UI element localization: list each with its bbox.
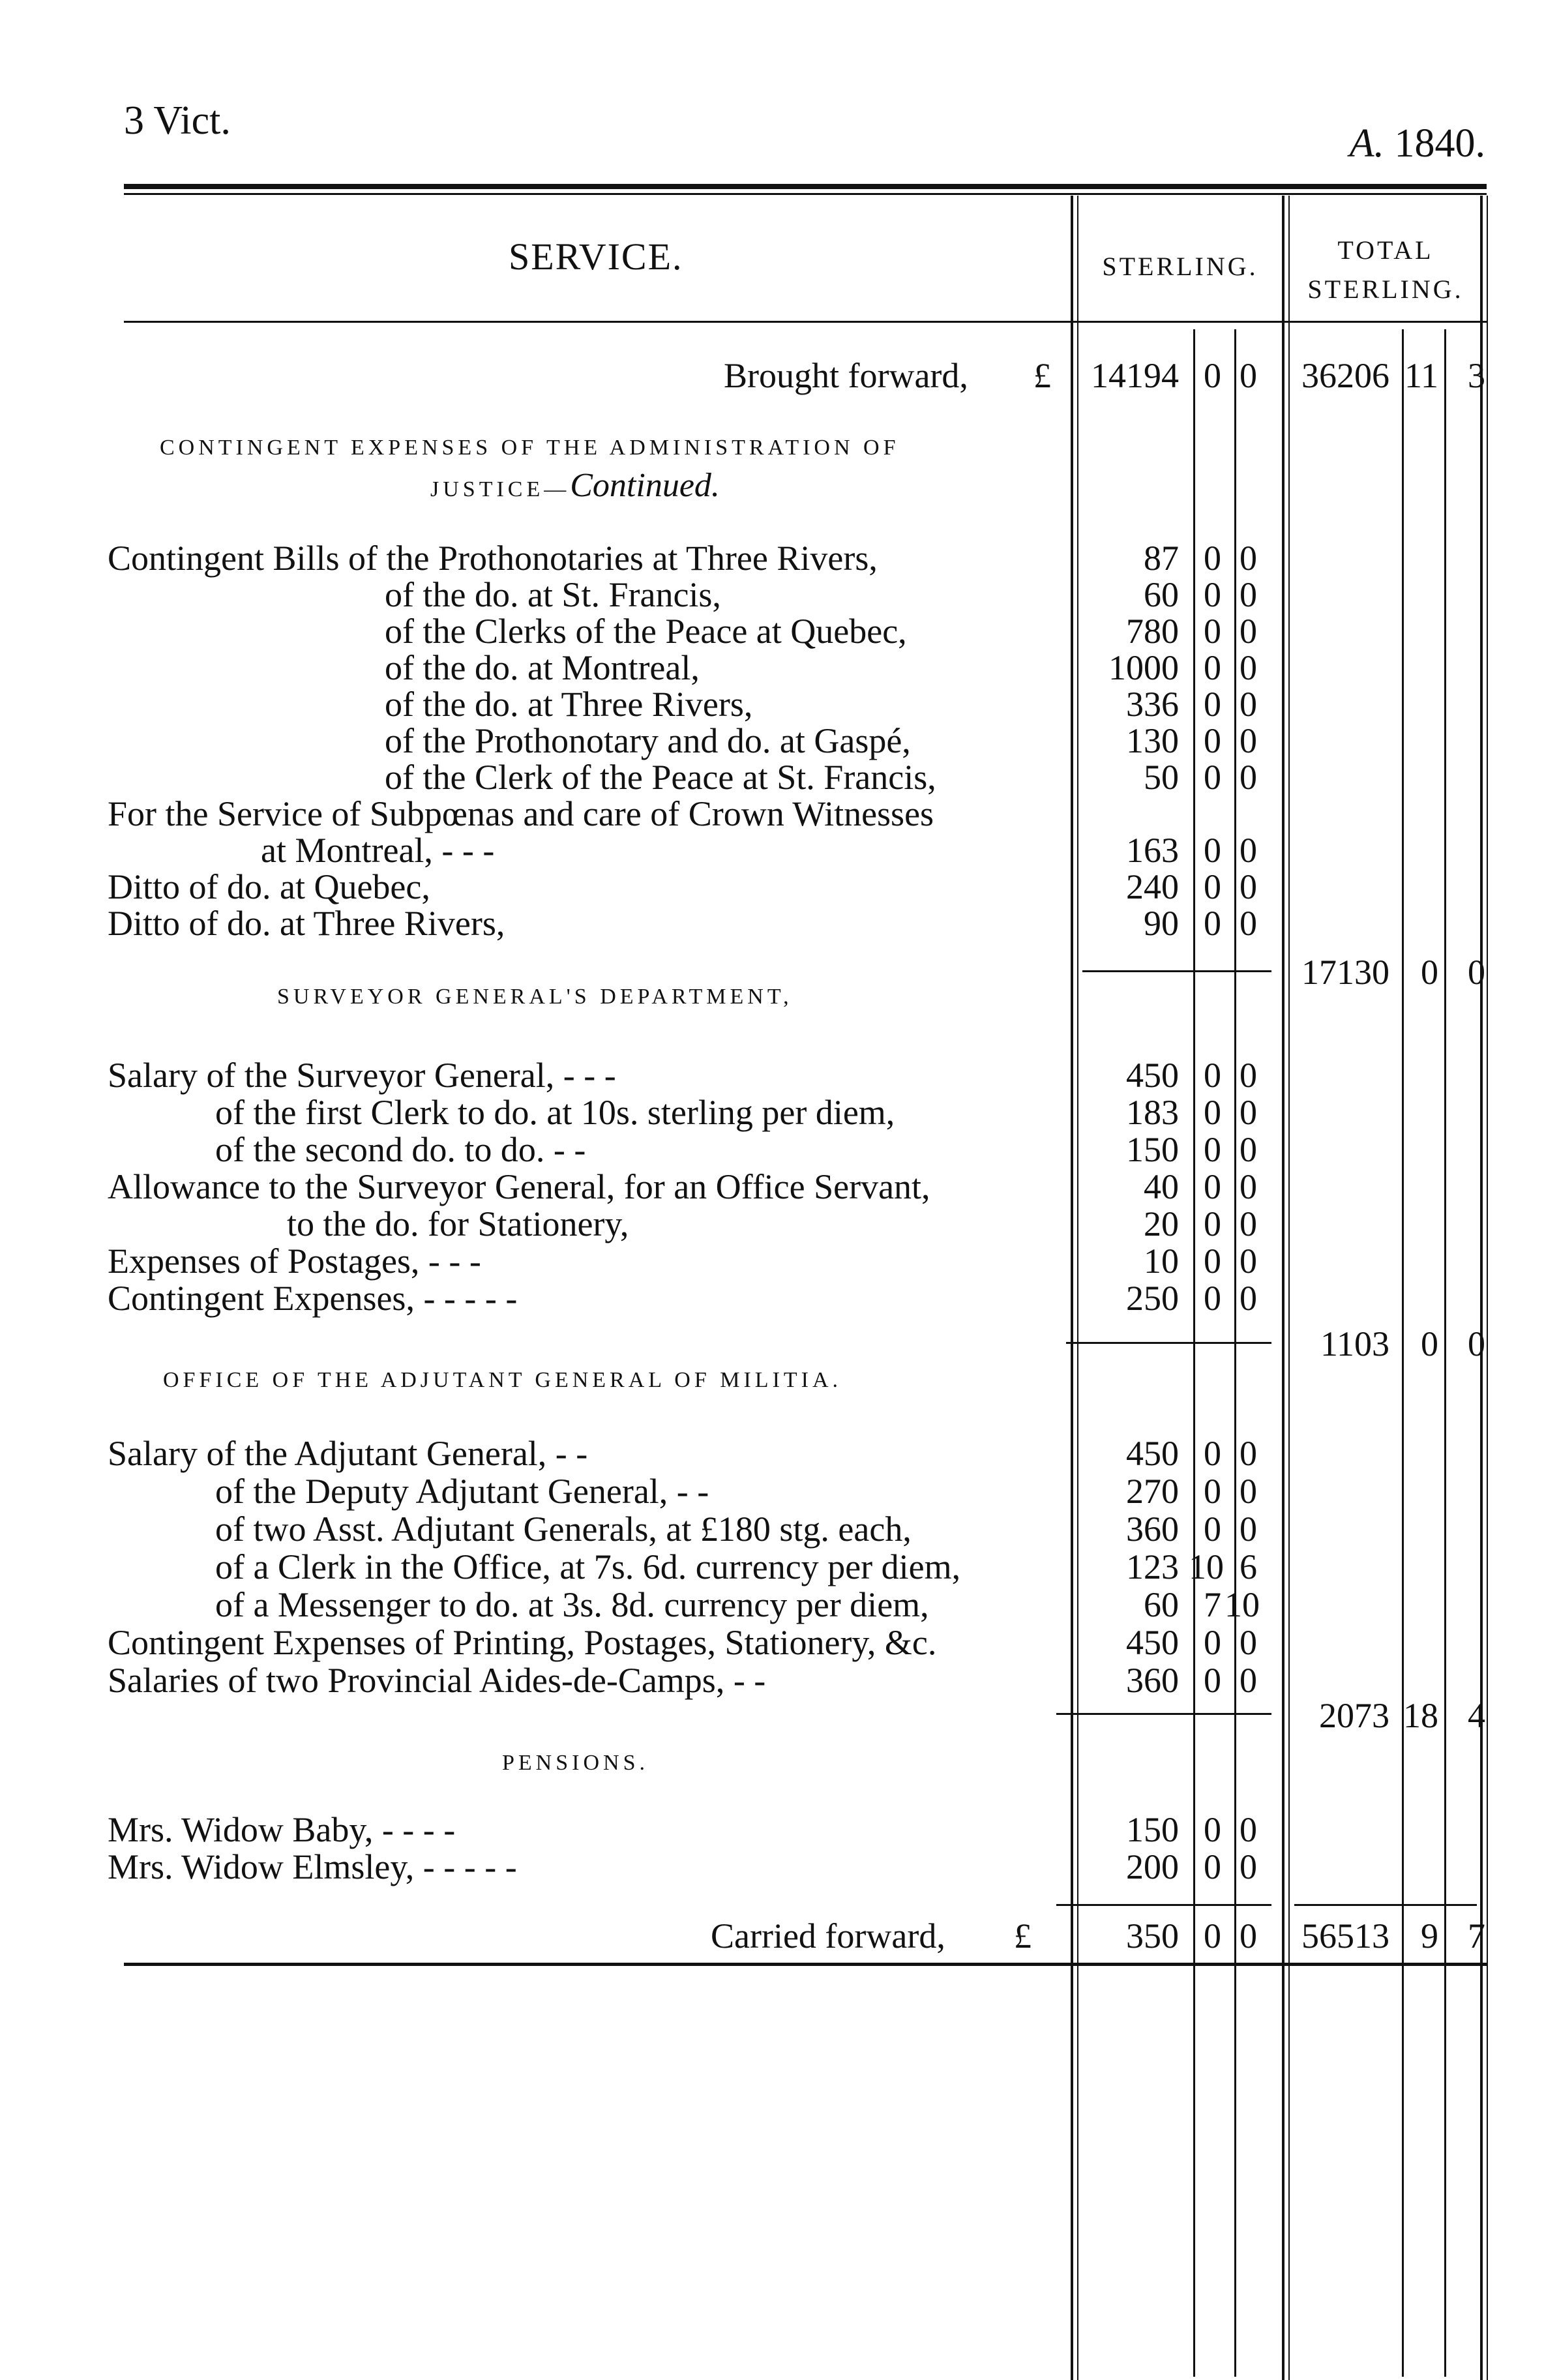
brought-forward-pence: 0 <box>1240 356 1257 395</box>
ledger-row-description: Mrs. Widow Elmsley, - - - - - <box>108 1847 517 1886</box>
ledger-row-pence: 0 <box>1240 648 1257 687</box>
justice-total-shillings: 0 <box>1421 953 1438 992</box>
ledger-row-pounds: 360 <box>1126 1661 1179 1700</box>
ledger-row-description: at Montreal, - - - <box>261 831 495 870</box>
ledger-row-description: of the do. at Three Rivers, <box>385 685 753 724</box>
ledger-row-shillings: 0 <box>1204 1204 1221 1243</box>
brought-forward-total-shillings: 11 <box>1404 356 1438 395</box>
carried-forward-total-pence: 7 <box>1468 1916 1485 1956</box>
carried-rule-sterling <box>1056 1904 1271 1906</box>
ledger-row-pounds: 60 <box>1144 575 1179 614</box>
ledger-row-description: of a Clerk in the Office, at 7s. 6d. currency per diem, <box>215 1547 961 1586</box>
carried-forward-total-pounds: 56513 <box>1301 1916 1389 1956</box>
total-heading-line1: TOTAL <box>1337 235 1434 265</box>
ledger-row <box>0 794 1544 831</box>
adjutant-total-pence: 4 <box>1468 1696 1485 1735</box>
ledger-row-shillings: 0 <box>1204 831 1221 870</box>
ledger-row-pounds: 20 <box>1144 1204 1179 1243</box>
total-heading-line2: STERLING. <box>1307 275 1464 304</box>
ledger-row <box>0 757 1544 795</box>
ledger-row <box>0 1584 1544 1622</box>
carried-forward-pence: 0 <box>1240 1916 1257 1956</box>
ledger-row-description: of the first Clerk to do. at 10s. sterling per diem, <box>215 1093 895 1132</box>
brought-forward-pounds: 14194 <box>1091 356 1179 395</box>
justice-caps: JUSTICE— <box>430 477 571 501</box>
carried-forward-label: Carried forward, <box>711 1916 945 1956</box>
ledger-row-shillings: 0 <box>1204 1472 1221 1511</box>
ledger-row-pence: 0 <box>1240 539 1257 578</box>
brought-forward-shillings: 0 <box>1204 356 1221 395</box>
ledger-row-pence: 0 <box>1240 1661 1257 1700</box>
ledger-row-shillings: 0 <box>1204 1661 1221 1700</box>
ledger-row-pounds: 10 <box>1144 1242 1179 1281</box>
surveyor-total-pence: 0 <box>1468 1324 1485 1363</box>
ledger-row-pence: 0 <box>1240 685 1257 724</box>
ledger-row-shillings: 0 <box>1204 1810 1221 1849</box>
ledger-row <box>0 1809 1544 1847</box>
heading-rule <box>124 321 1487 323</box>
ledger-row <box>0 611 1544 649</box>
ledger-row-pence: 0 <box>1240 1056 1257 1095</box>
carried-forward-currency: £ <box>1014 1916 1032 1956</box>
carried-forward-total-shillings: 9 <box>1421 1916 1438 1956</box>
service-heading: SERVICE. <box>509 235 683 278</box>
ledger-row-pounds: 150 <box>1126 1130 1179 1169</box>
ledger-row-pence: 0 <box>1240 1130 1257 1169</box>
ledger-row-pence: 0 <box>1240 1510 1257 1549</box>
ledger-row-pounds: 360 <box>1126 1510 1179 1549</box>
ledger-row <box>0 1660 1544 1698</box>
ledger-row-description: Ditto of do. at Quebec, <box>108 867 430 906</box>
ledger-row-pounds: 90 <box>1144 904 1179 943</box>
ledger-row-shillings: 0 <box>1204 1279 1221 1318</box>
ledger-row <box>0 684 1544 722</box>
ledger-row-pence: 0 <box>1240 904 1257 943</box>
ledger-row-shillings: 10 <box>1189 1547 1224 1586</box>
ledger-row-pounds: 50 <box>1144 758 1179 797</box>
top-rule <box>124 184 1487 189</box>
ledger-row-shillings: 0 <box>1204 758 1221 797</box>
ledger-row-description: of the Clerk of the Peace at St. Francis, <box>385 758 936 797</box>
ledger-row <box>0 1204 1544 1242</box>
ledger-row <box>0 1471 1544 1509</box>
surveyor-total-pounds: 1103 <box>1320 1324 1389 1363</box>
ledger-row-description: of the Prothonotary and do. at Gaspé, <box>385 721 911 760</box>
ledger-row-shillings: 0 <box>1204 1510 1221 1549</box>
ledger-row <box>0 1278 1544 1316</box>
ledger-row-shillings: 0 <box>1204 539 1221 578</box>
ledger-row <box>0 1129 1544 1167</box>
ledger-row-shillings: 0 <box>1204 904 1221 943</box>
ledger-row-shillings: 0 <box>1204 612 1221 651</box>
ledger-row-pounds: 130 <box>1126 721 1179 760</box>
ledger-row-pence: 0 <box>1240 1472 1257 1511</box>
ledger-row-pounds: 1000 <box>1108 648 1179 687</box>
ledger-row-shillings: 0 <box>1204 648 1221 687</box>
ledger-row-pence: 0 <box>1240 867 1257 906</box>
ledger-row-pounds: 270 <box>1126 1472 1179 1511</box>
ledger-row-pence: 0 <box>1240 1810 1257 1849</box>
brought-forward-total-pence: 3 <box>1468 356 1485 395</box>
ledger-row-description: of the do. at Montreal, <box>385 648 700 687</box>
ledger-row-shillings: 0 <box>1204 1167 1221 1206</box>
ledger-row-pounds: 60 <box>1144 1585 1179 1624</box>
ledger-row-shillings: 0 <box>1204 867 1221 906</box>
ledger-row-pounds: 183 <box>1126 1093 1179 1132</box>
ledger-row-pounds: 123 <box>1126 1547 1179 1586</box>
ledger-row-pounds: 250 <box>1126 1279 1179 1318</box>
ledger-row-description: Salary of the Surveyor General, - - - <box>108 1056 616 1095</box>
ledger-row-pence: 0 <box>1240 1204 1257 1243</box>
ledger-row <box>0 721 1544 758</box>
ledger-row-shillings: 0 <box>1204 1434 1221 1473</box>
brought-forward-total-pounds: 36206 <box>1301 356 1389 395</box>
ledger-row-description: Contingent Expenses of Printing, Postages, Stationery, &c. <box>108 1623 937 1662</box>
ledger-row-pounds: 780 <box>1126 612 1179 651</box>
ledger-row-pence: 10 <box>1225 1585 1260 1624</box>
ledger-row-description: of the do. at St. Francis, <box>385 575 721 614</box>
ledger-row-description: Salaries of two Provincial Aides-de-Camps, - - <box>108 1661 766 1700</box>
ledger-row-pounds: 450 <box>1126 1623 1179 1662</box>
ledger-row <box>0 1509 1544 1547</box>
ledger-row-shillings: 0 <box>1204 1130 1221 1169</box>
ledger-row-pence: 0 <box>1240 1847 1257 1886</box>
ledger-row-pence: 0 <box>1240 1434 1257 1473</box>
ledger-row-pounds: 87 <box>1144 539 1179 578</box>
ledger-row-pounds: 40 <box>1144 1167 1179 1206</box>
brought-forward-label: Brought forward, <box>724 356 968 395</box>
ledger-row-shillings: 0 <box>1204 721 1221 760</box>
bottom-rule <box>124 1963 1487 1966</box>
carried-forward-pounds: 350 <box>1126 1916 1179 1956</box>
ledger-row-pounds: 163 <box>1126 831 1179 870</box>
ledger-row-description: of a Messenger to do. at 3s. 8d. currency per diem, <box>215 1585 929 1624</box>
ledger-row-description: Expenses of Postages, - - - <box>108 1242 481 1281</box>
ledger-row-shillings: 0 <box>1204 1056 1221 1095</box>
section-heading-surveyor: SURVEYOR GENERAL'S DEPARTMENT, <box>277 985 793 1009</box>
ledger-row-pence: 0 <box>1240 1623 1257 1662</box>
ledger-row <box>0 647 1544 685</box>
ledger-row <box>0 538 1544 576</box>
ledger-row <box>0 903 1544 941</box>
ledger-row-description: Contingent Bills of the Prothonotaries at Three Rivers, <box>108 539 878 578</box>
brought-forward-currency: £ <box>1033 356 1051 395</box>
carried-forward-shillings: 0 <box>1204 1916 1221 1956</box>
adjutant-total-shillings: 18 <box>1403 1696 1438 1735</box>
ledger-row-description: of two Asst. Adjutant Generals, at £180 stg. each, <box>215 1510 912 1549</box>
ledger-row <box>0 1547 1544 1584</box>
section-heading-pensions: PENSIONS. <box>502 1751 649 1775</box>
ledger-row <box>0 1167 1544 1204</box>
ledger-row-pence: 0 <box>1240 575 1257 614</box>
header-year: 1840. <box>1394 121 1485 166</box>
ledger-row-description: Allowance to the Surveyor General, for an Office Servant, <box>108 1167 930 1206</box>
surveyor-total-shillings: 0 <box>1421 1324 1438 1363</box>
ledger-row-pence: 0 <box>1240 1279 1257 1318</box>
ledger-row-pence: 0 <box>1240 721 1257 760</box>
ledger-row-pence: 0 <box>1240 758 1257 797</box>
ledger-row-description: of the Clerks of the Peace at Quebec, <box>385 612 907 651</box>
ledger-row-pence: 0 <box>1240 612 1257 651</box>
ledger-row-description: of the Deputy Adjutant General, - - <box>215 1472 709 1511</box>
ledger-row <box>0 830 1544 868</box>
carried-rule-total <box>1294 1904 1477 1906</box>
ledger-row-pence: 0 <box>1240 1167 1257 1206</box>
ledger-row-description: Mrs. Widow Baby, - - - - <box>108 1810 456 1849</box>
adjutant-total-row <box>0 1695 1544 1733</box>
ledger-row-shillings: 7 <box>1204 1585 1221 1624</box>
justice-total-pence: 0 <box>1468 953 1485 992</box>
ledger-row-description: Ditto of do. at Three Rivers, <box>108 904 505 943</box>
ledger-row-pounds: 450 <box>1126 1056 1179 1095</box>
ledger-row <box>0 1847 1544 1884</box>
ledger-row <box>0 1433 1544 1471</box>
ledger-row-description: Contingent Expenses, - - - - - <box>108 1279 518 1318</box>
ledger-row-shillings: 0 <box>1204 1242 1221 1281</box>
justice-total-pounds: 17130 <box>1301 953 1389 992</box>
page-header-left: 3 Vict. <box>124 98 231 143</box>
ledger-row-pence: 0 <box>1240 1093 1257 1132</box>
section-heading-justice: CONTINGENT EXPENSES OF THE ADMINISTRATION OF <box>160 436 900 460</box>
ledger-row-description: to the do. for Stationery, <box>287 1204 629 1243</box>
ledger-row-shillings: 0 <box>1204 575 1221 614</box>
ledger-row-pence: 6 <box>1240 1547 1257 1586</box>
ledger-row-pence: 0 <box>1240 831 1257 870</box>
ledger-row-shillings: 0 <box>1204 685 1221 724</box>
ledger-row-pounds: 240 <box>1126 867 1179 906</box>
justice-italic: Continued. <box>570 467 720 504</box>
ledger-row-pence: 0 <box>1240 1242 1257 1281</box>
header-prefix: A. <box>1349 121 1384 166</box>
ledger-row <box>0 867 1544 904</box>
ledger-row-shillings: 0 <box>1204 1093 1221 1132</box>
top-rule-thin <box>124 193 1487 195</box>
ledger-row-description: For the Service of Subpœnas and care of Crown Witnesses <box>108 794 934 833</box>
ledger-row-shillings: 0 <box>1204 1847 1221 1886</box>
ledger-row-pounds: 200 <box>1126 1847 1179 1886</box>
ledger-row-pounds: 336 <box>1126 685 1179 724</box>
ledger-row <box>0 1622 1544 1660</box>
ledger-row <box>0 1241 1544 1279</box>
page-header-right <box>1350 121 1485 167</box>
carried-forward-row <box>0 1916 1544 1954</box>
ledger-row-pounds: 150 <box>1126 1810 1179 1849</box>
ledger-row-description: Salary of the Adjutant General, - - <box>108 1434 588 1473</box>
surveyor-total-row <box>0 1324 1544 1361</box>
ledger-row-shillings: 0 <box>1204 1623 1221 1662</box>
brought-forward-row <box>0 355 1544 393</box>
ledger-row <box>0 574 1544 612</box>
adjutant-total-pounds: 2073 <box>1319 1696 1389 1735</box>
section-heading-justice-cont <box>430 466 720 505</box>
ledger-row-pounds: 450 <box>1126 1434 1179 1473</box>
ledger-row <box>0 1055 1544 1093</box>
sterling-heading: STERLING. <box>1102 252 1258 281</box>
ledger-row-description: of the second do. to do. - - <box>215 1130 586 1169</box>
ledger-row <box>0 1092 1544 1130</box>
section-heading-adjutant: OFFICE OF THE ADJUTANT GENERAL OF MILITIA. <box>163 1368 842 1392</box>
